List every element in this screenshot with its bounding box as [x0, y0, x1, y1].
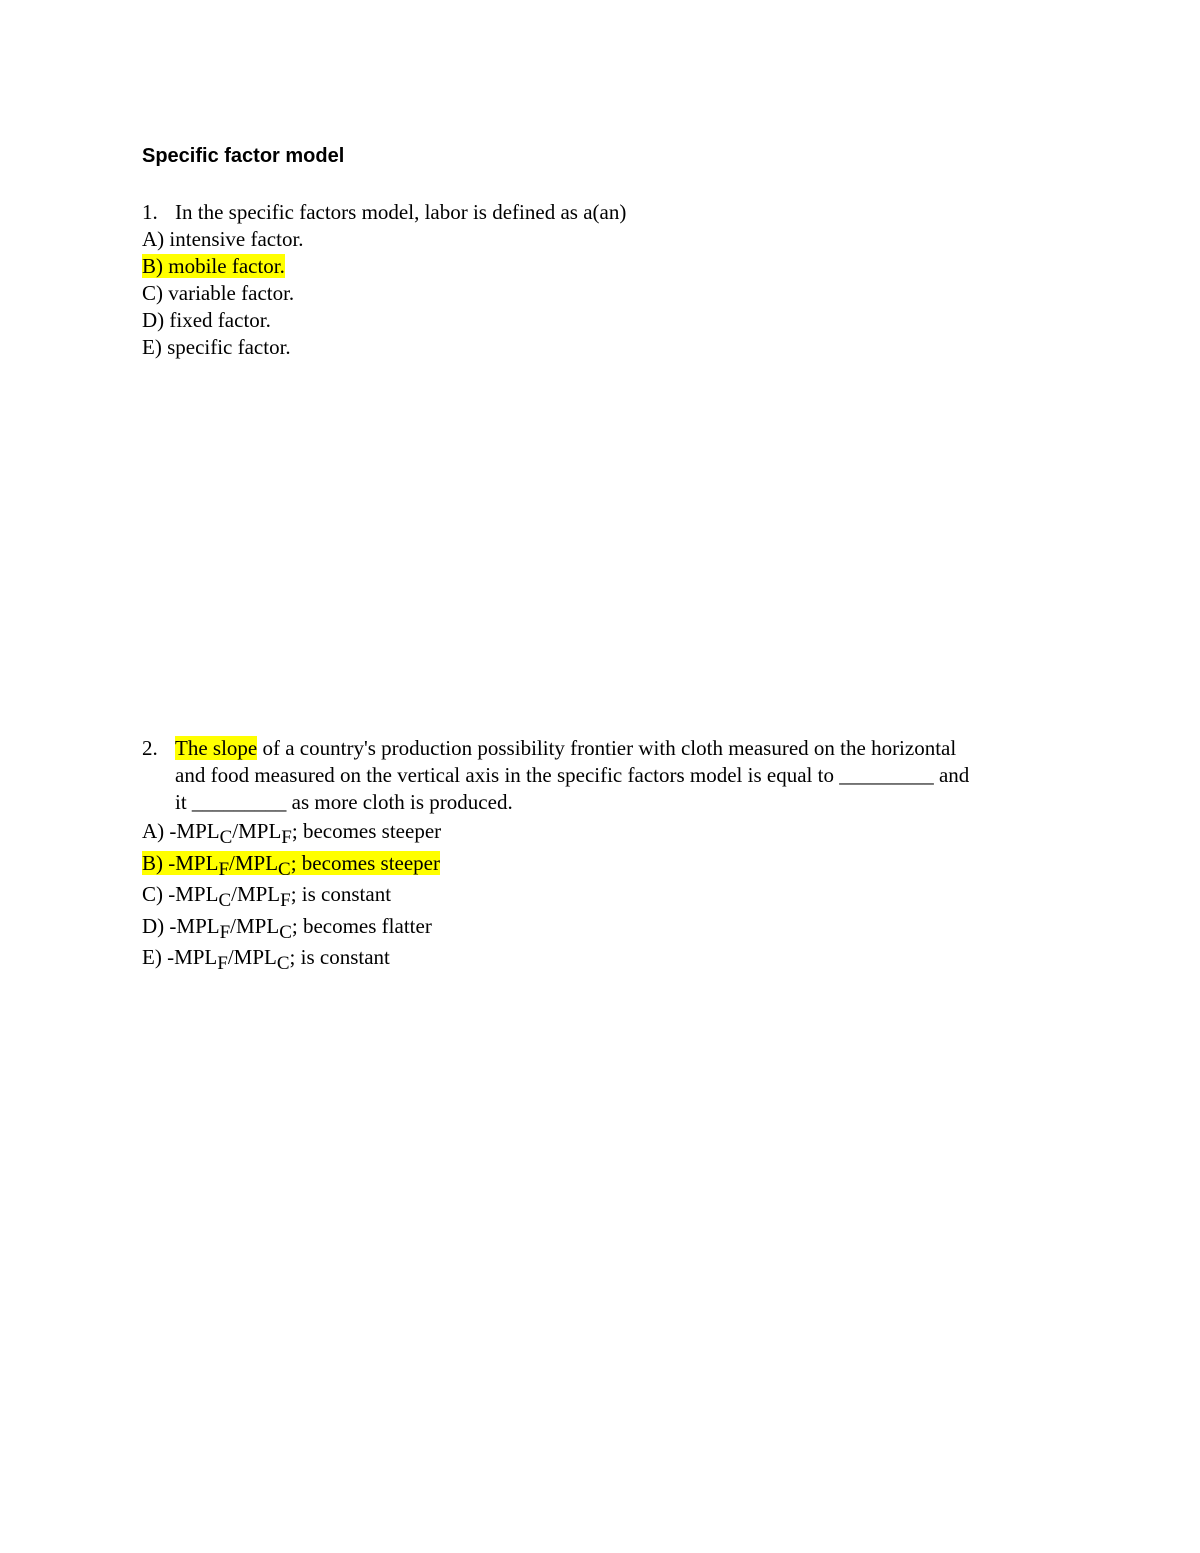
question-2-stem-rest: of a country's production possibility frontier with cloth measured on the horizontal: [257, 736, 957, 760]
question-1-option-d: [142, 307, 626, 334]
option-text: A) intensive factor.: [142, 227, 304, 251]
question-1-option-c: [142, 280, 626, 307]
question-2-option-d: [142, 911, 969, 943]
question-2-stem-line-2: and food measured on the vertical axis in the specific factors model is equal to _________ and: [175, 763, 970, 787]
page-title: Specific factor model: [142, 145, 345, 167]
question-1-option-e: [142, 334, 626, 361]
option-text-highlighted: B) $-MPL_F/MPL_C$; becomes steeper: [142, 850, 440, 880]
option-text: D) $-MPL_F/MPL_C$; becomes flatter: [142, 913, 432, 943]
question-2-stem-line-1: [142, 735, 969, 762]
option-text-highlighted: B) mobile factor.: [142, 254, 285, 278]
question-2-option-b: [142, 848, 969, 880]
question-2-stem-highlight: The slope: [175, 736, 258, 760]
option-text: C) $-MPL_C/MPL_F$; is constant: [142, 882, 392, 911]
option-text: E) $-MPL_F/MPL_C$; is constant: [142, 945, 390, 974]
question-2-number: 2.: [142, 736, 158, 760]
question-1-option-b: [142, 253, 626, 280]
option-text: C) variable factor.: [142, 281, 295, 305]
question-2-option-c: [142, 879, 969, 911]
question-1-number: 1.: [142, 200, 158, 224]
question-1-stem-line: [142, 199, 626, 226]
option-text: A) $-MPL_C/MPL_F$; becomes steeper: [142, 819, 442, 848]
option-text: D) fixed factor.: [142, 308, 271, 332]
question-2-option-e: [142, 942, 969, 974]
question-2-option-a: [142, 816, 969, 848]
question-1-stem: In the specific factors model, labor is defined as a(an): [175, 200, 627, 224]
question-1-option-a: [142, 226, 626, 253]
question-2: [142, 735, 969, 974]
option-text: E) specific factor.: [142, 335, 291, 359]
question-2-stem-line-3: it _________ as more cloth is produced.: [175, 790, 513, 814]
question-1: [142, 199, 626, 361]
